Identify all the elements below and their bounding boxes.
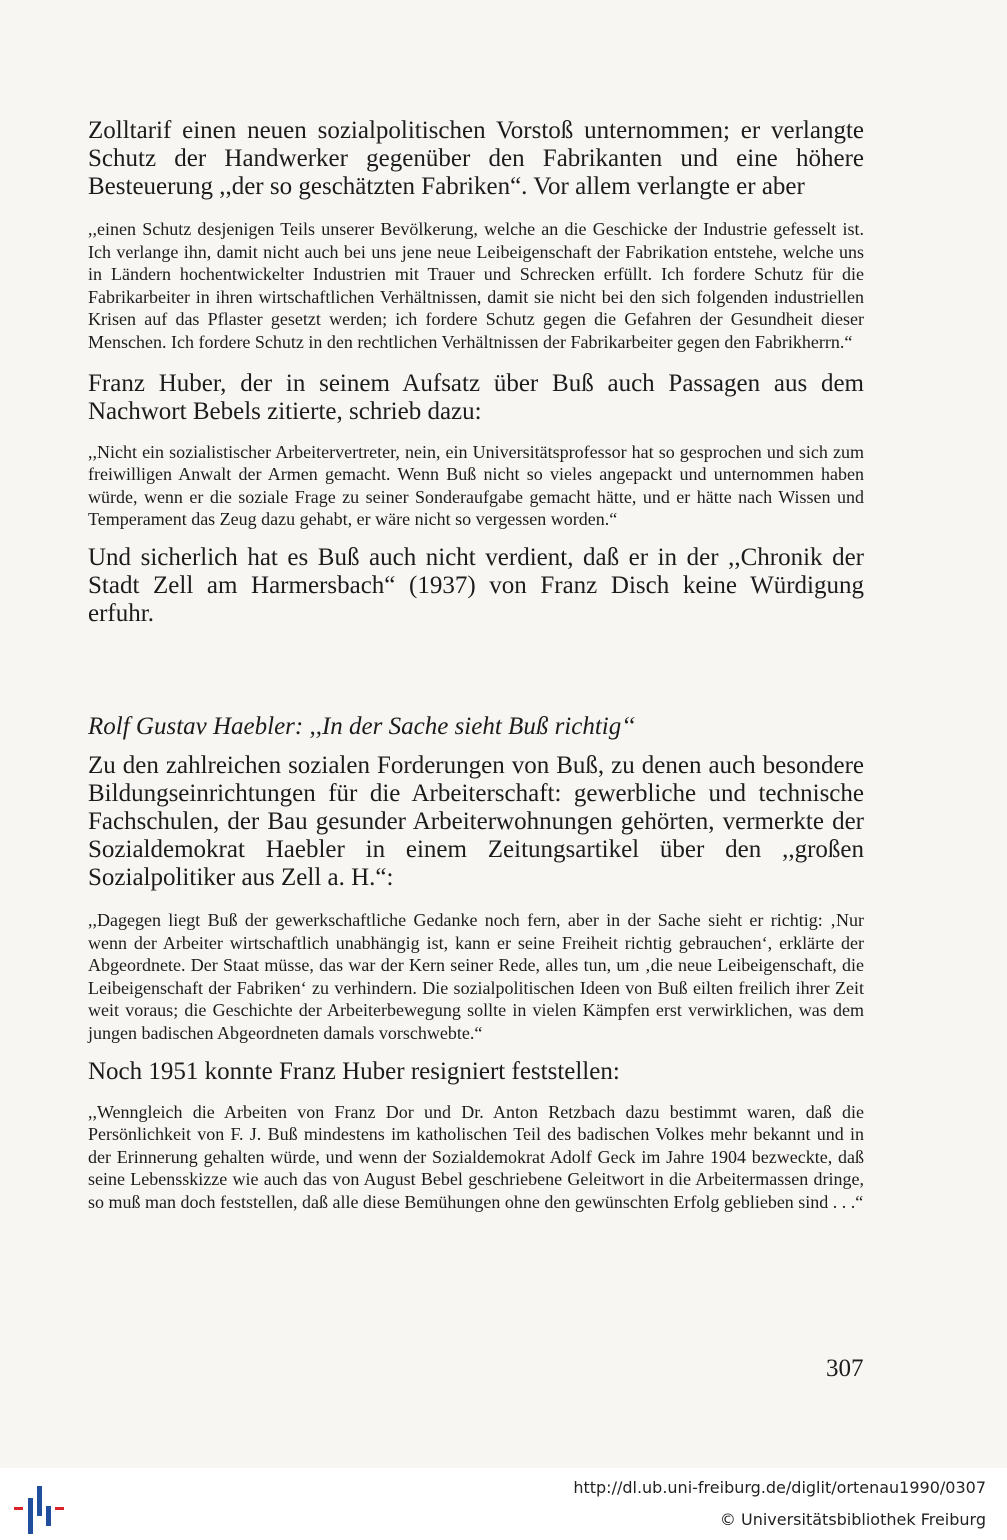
block-quote: ,,Wenngleich die Arbeiten von Franz Dor und Dr. Anton Retzbach dazu bestimmt waren, daß die Persönlichkeit von F. J. Buß mindestens im katholischen Teil des badischen Volkes mehr bekannt und in der Erinnerung gehalten würde, und wenn der Sozialdemokrat Adolf Geck im Jahre 1904 bezweckte, daß seine Lebensskizze wie auch das von August Bebel geschriebene Geleitwort in die Arbeitermassen dringe, so muß man doch feststellen, daß alle diese Bemühungen ohne den gewünschten Erfolg geblieben sind . . .“ xyxy=(88,1101,864,1212)
body-paragraph: Noch 1951 konnte Franz Huber resigniert feststellen: xyxy=(88,1057,620,1085)
block-quote: ,,einen Schutz desjenigen Teils unserer Bevölkerung, welche an die Geschicke der Industrie gefesselt ist. Ich verlange ihn, damit nicht auch bei uns jene neue Leibeigenschaft der Fabrikation entstehe, welche uns in Ländern hochentwickelter Industrien mit Trauer und Schrecken erfüllt. Ich fordere Schutz für die Fabrikarbeiter in ihren wirtschaftlichen Verhältnissen, damit sie nicht bei den sich folgenden industriellen Krisen auf das Pflaster gesetzt werden; ich fordere Schutz gegen die Gefahren der Gesundheit dieser Menschen. Ich fordere Schutz in den rechtlichen Verhältnissen der Fabrikarbeiter gegen den Fabrikherrn.“ xyxy=(88,219,864,352)
page-number: 307 xyxy=(826,1355,864,1382)
page-content xyxy=(88,112,864,1213)
source-url-link[interactable]: http://dl.ub.uni-freiburg.de/diglit/ortenau1990/0307 xyxy=(573,1478,986,1497)
body-paragraph: Zolltarif einen neuen sozialpolitischen Vorstoß unternommen; er verlangte Schutz der Handwerker gegenüber den Fabrikanten und eine höhere Besteuerung ,,der so geschätzten Fabriken“. Vor allem verlangte er aber xyxy=(88,117,864,200)
body-paragraph: Zu den zahlreichen sozialen Forderungen von Buß, zu denen auch besondere Bildungseinrichtungen für die Arbeiterschaft: gewerbliche und technische Fachschulen, der Bau gesunder Arbeiterwohnungen gehörten, vermerkte der Sozialdemokrat Haebler in einem Zeitungsartikel über den ,,großen Sozialpolitiker aus Zell a. H.“: xyxy=(88,751,864,891)
ub-freiburg-logo-icon[interactable] xyxy=(14,1476,64,1534)
block-quote: ,,Dagegen liegt Buß der gewerkschaftliche Gedanke noch fern, aber in der Sache sieht er richtig: ‚Nur wenn der Arbeiter wirtschaftlich unabhängig ist, kann er seine Freiheit richtig gebrauchen‘, erklärte der Abgeordnete. Der Staat müsse, das war der Kern seiner Rede, alles tun, um ‚die neue Leibeigenschaft, die Leibeigenschaft der Fabriken‘ zu verhindern. Die sozialpolitischen Ideen von Buß eilten freilich ihrer Zeit weit voraus; die Geschichte der Arbeiterbewegung sollte in vielen Kämpfen erst verwirklichen, was dem jungen badischen Abgeordneten damals vorschwebte.“ xyxy=(88,909,864,1043)
body-paragraph: Und sicherlich hat es Buß auch nicht verdient, daß er in der ,,Chronik der Stadt Zell am Harmersbach“ (1937) von Franz Disch keine Würdigung erfuhr. xyxy=(88,543,864,627)
block-quote: ,,Nicht ein sozialistischer Arbeitervertreter, nein, ein Universitätsprofessor hat so gesprochen und sich zum freiwilligen Anwalt der Armen gemacht. Wenn Buß nicht so vieles angepackt und unternommen haben würde, wenn er die soziale Frage zu seiner Sonderaufgabe gemacht hätte, und er hätte nach Wissen und Temperament das Zeug dazu gehabt, er wäre nicht so vergessen worden.“ xyxy=(88,441,864,530)
footer-bar xyxy=(0,1468,1007,1540)
section-heading: Rolf Gustav Haebler: ,,In der Sache sieht Buß richtig‘‘ xyxy=(88,712,636,740)
copyright-text: © Universitätsbibliothek Freiburg xyxy=(719,1510,986,1529)
body-paragraph: Franz Huber, der in seinem Aufsatz über Buß auch Passagen aus dem Nachwort Bebels zitierte, schrieb dazu: xyxy=(88,369,864,425)
